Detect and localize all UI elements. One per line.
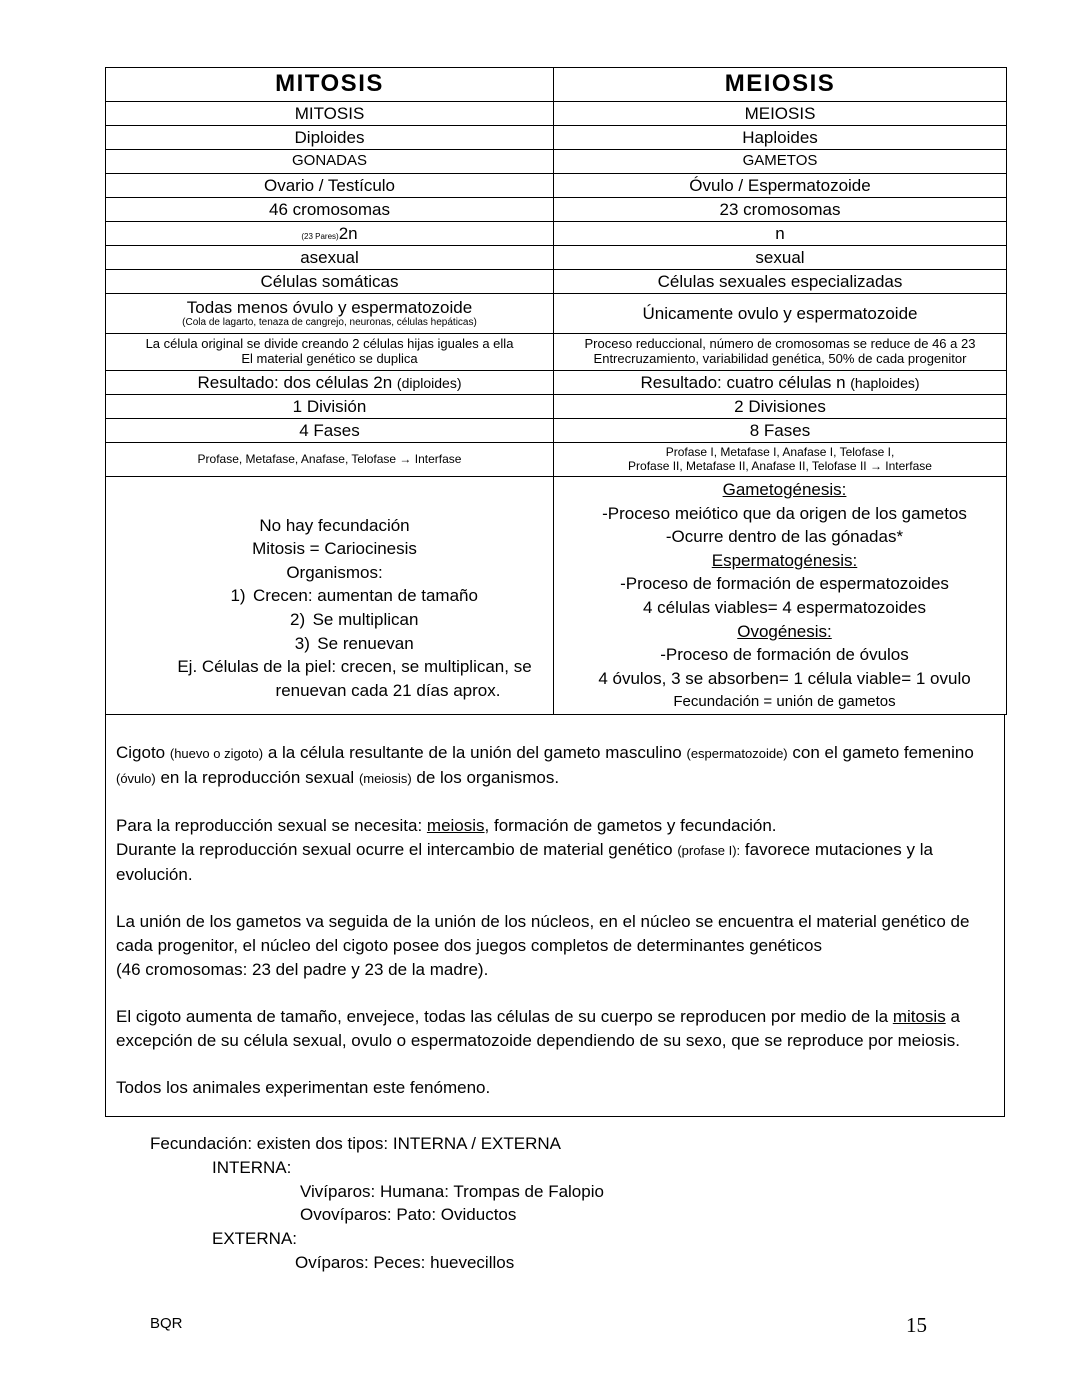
meiosis-notes-cell — [554, 477, 1007, 715]
text-run: (46 cromosomas: 23 del padre y 23 de la madre). — [116, 959, 489, 979]
text-run: de los organismos. — [411, 767, 560, 787]
which-note: (Cola de lagarto, tenaza de cangrejo, neuronas, células hepáticas) — [182, 317, 477, 329]
fecundation-definition: Fecundación = unión de gametos — [673, 693, 896, 711]
cell-name-left: MITOSIS — [106, 102, 554, 126]
cigoto-text-box — [105, 714, 1005, 1117]
externa-label: EXTERNA: — [212, 1229, 298, 1249]
text-run: con el gameto femenino — [787, 743, 974, 762]
table-row — [106, 371, 1007, 395]
cell-which-left — [106, 294, 554, 334]
cell-chrom-right: 23 cromosomas — [554, 198, 1007, 222]
ovogenesis-heading: Ovogénesis: — [737, 621, 832, 641]
cell-phase-list-left: Profase, Metafase, Anafase, Telofase → Interfase — [106, 443, 554, 477]
table-row — [106, 443, 1007, 477]
cell-origin-right: GAMETOS — [554, 150, 1007, 174]
table-row — [106, 246, 1007, 270]
cell-phases-left: 4 Fases — [106, 419, 554, 443]
table-row — [106, 198, 1007, 222]
result-right-small: (haploides) — [850, 374, 920, 391]
text-run: Cigoto — [116, 743, 170, 762]
process-right-line-1: Proceso reduccional, número de cromosomas se reduce de 46 a 23 — [584, 336, 976, 352]
cell-chrom-left: 46 cromosomas — [106, 198, 554, 222]
cell-process-left — [106, 334, 554, 371]
ovogenesis-line-1: -Proceso de formación de óvulos — [660, 645, 909, 665]
cell-repro-left: asexual — [106, 246, 554, 270]
list-text: Crecen: aumentan de tamaño — [253, 586, 478, 606]
paragraph-animales: Todos los animales experimentan este fenómeno. — [116, 1078, 491, 1098]
example-line-1: Ej. Células de la piel: crecen, se multiplican, se — [177, 657, 532, 677]
gametogenesis-line-1: -Proceso meiótico que da origen de los gametos — [602, 503, 967, 523]
header-meiosis: MEIOSIS — [554, 68, 1007, 102]
text-run-small: (espermatozoide) — [686, 746, 788, 761]
cell-phase-list-right — [554, 443, 1007, 477]
cell-divisions-left: 1 División — [106, 395, 554, 419]
mitosis-notes-cell — [106, 477, 554, 715]
result-left-main: Resultado: dos células 2n — [197, 372, 393, 392]
text-run: La unión de los gametos va seguida de la unión de los núcleos, en el núcleo se encuentra el material genético de cada progenitor, el núcleo del cigoto posee dos juegos completos de determinantes genéticos — [116, 912, 970, 955]
cell-result-right — [554, 371, 1007, 395]
process-left-line-1: La célula original se divide creando 2 células hijas iguales a ella — [145, 336, 514, 352]
text-run: favorece mutaciones y la evolución. — [116, 839, 933, 884]
phase-list-right-line-1: Profase I, Metafase I, Anafase I, Telofase I, — [665, 445, 895, 460]
paragraph-cigoto — [116, 741, 994, 791]
list-item — [120, 584, 549, 608]
cell-ploidy-right: Haploides — [554, 126, 1007, 150]
gametogenesis-heading: Gametogénesis: — [722, 480, 847, 499]
fecundation-title: Fecundación: existen dos tipos: INTERNA / EXTERNA — [150, 1134, 562, 1153]
cell-organ-right: Óvulo / Espermatozoide — [554, 174, 1007, 198]
which-main: Todas menos óvulo y espermatozoide — [186, 298, 473, 318]
page-number: 15 — [906, 1313, 927, 1337]
text-run-underlined: mitosis — [892, 1007, 946, 1027]
gametogenesis-line-2: -Ocurre dentro de las gónadas* — [665, 527, 904, 547]
table-row — [106, 419, 1007, 443]
ovogenesis-line-2: 4 óvulos, 3 se absorben= 1 célula viable= 1 ovulo — [598, 668, 971, 688]
cell-which-right: Únicamente ovulo y espermatozoide — [554, 294, 1007, 334]
table-row — [106, 477, 1007, 715]
cell-ploidy-left: Diploides — [106, 126, 554, 150]
footer-author: BQR — [150, 1315, 183, 1332]
text-run-small: (profase I): — [677, 842, 741, 858]
diploid-symbol: 2n — [338, 223, 358, 243]
cell-divisions-right: 2 Divisiones — [554, 395, 1007, 419]
text-run: a excepción de su célula sexual, ovulo o espermatozoide dependiendo de su sexo, que se reproduce por meiosis. — [116, 1007, 960, 1050]
process-left-line-2: El material genético se duplica — [241, 351, 418, 366]
cell-repro-right: sexual — [554, 246, 1007, 270]
list-item — [120, 632, 549, 656]
result-left-small: (diploides) — [396, 374, 462, 391]
table-row — [106, 222, 1007, 246]
cell-n-right: n — [554, 222, 1007, 246]
cell-name-right: MEIOSIS — [554, 102, 1007, 126]
mitosis-meiosis-table — [105, 67, 1007, 715]
paragraph-mitosis-cigoto — [116, 1005, 994, 1053]
header-mitosis: MITOSIS — [106, 68, 554, 102]
ovoviviparos-line: Ovovíparos: Pato: Oviductos — [300, 1205, 517, 1225]
table-row — [106, 126, 1007, 150]
cariocinesis-text: Mitosis = Cariocinesis — [252, 539, 417, 559]
table-header-row — [106, 68, 1007, 102]
text-run: El cigoto aumenta de tamaño, envejece, todas las células de su cuerpo se reproducen por medio de la — [116, 1007, 893, 1027]
text-run-small: (óvulo) — [116, 770, 156, 786]
paragraph-reproduccion — [116, 814, 994, 886]
cell-cells-left: Células somáticas — [106, 270, 554, 294]
table-row — [106, 150, 1007, 174]
text-run-underlined: meiosis — [426, 816, 485, 836]
cell-phases-right: 8 Fases — [554, 419, 1007, 443]
viviparos-line: Vivíparos: Humana: Trompas de Falopio — [300, 1181, 604, 1201]
phase-list-right-line-2: Profase II, Metafase II, Anafase II, Telofase II → Interfase — [628, 458, 932, 473]
cell-result-left — [106, 371, 554, 395]
text-run: en la reproducción sexual — [155, 767, 359, 787]
interna-label: INTERNA: — [212, 1157, 292, 1177]
pairs-note: (23 Pares) — [301, 231, 339, 241]
espermatogenesis-heading: Espermatogénesis: — [711, 550, 858, 570]
list-number: 3) — [294, 633, 310, 653]
cell-organ-left: Ovario / Testículo — [106, 174, 554, 198]
organisms-label: Organismos: — [286, 562, 383, 582]
list-item — [120, 608, 549, 632]
text-run: Durante la reproducción sexual ocurre el intercambio de material genético — [116, 839, 678, 859]
espermatogenesis-line-1: -Proceso de formación de espermatozoides — [620, 574, 949, 594]
text-run: a la célula resultante de la unión del gameto masculino — [263, 743, 687, 762]
process-right-line-2: Entrecruzamiento, variabilidad genética, 50% de cada progenitor — [593, 351, 967, 366]
espermatogenesis-line-2: 4 células viables= 4 espermatozoides — [642, 597, 927, 617]
text-run-small: (meiosis) — [358, 770, 412, 786]
result-right-main: Resultado: cuatro células n — [640, 372, 846, 392]
table-row — [106, 395, 1007, 419]
paragraph-nucleos — [116, 910, 994, 981]
list-text: Se multiplican — [312, 609, 419, 629]
fecundation-section — [150, 1132, 604, 1275]
no-fecundation-text: No hay fecundación — [259, 515, 410, 535]
list-text: Se renuevan — [317, 633, 414, 653]
table-row — [106, 294, 1007, 334]
cell-cells-right: Células sexuales especializadas — [554, 270, 1007, 294]
cell-process-right — [554, 334, 1007, 371]
table-row — [106, 102, 1007, 126]
table-row — [106, 174, 1007, 198]
cell-origin-left: GONADAS — [106, 150, 554, 174]
oviparos-line: Ovíparos: Peces: huevecillos — [295, 1252, 515, 1272]
text-run: Para la reproducción sexual se necesita: — [116, 816, 427, 836]
list-number: 2) — [290, 609, 306, 629]
table-row — [106, 334, 1007, 371]
table-row — [106, 270, 1007, 294]
cell-n-left — [106, 222, 554, 246]
text-run-small: (huevo o zigoto) — [169, 746, 264, 761]
list-number: 1) — [230, 586, 246, 606]
example-line-2: renuevan cada 21 días aprox. — [275, 680, 501, 700]
text-run: , formación de gametos y fecundación. — [484, 816, 777, 836]
